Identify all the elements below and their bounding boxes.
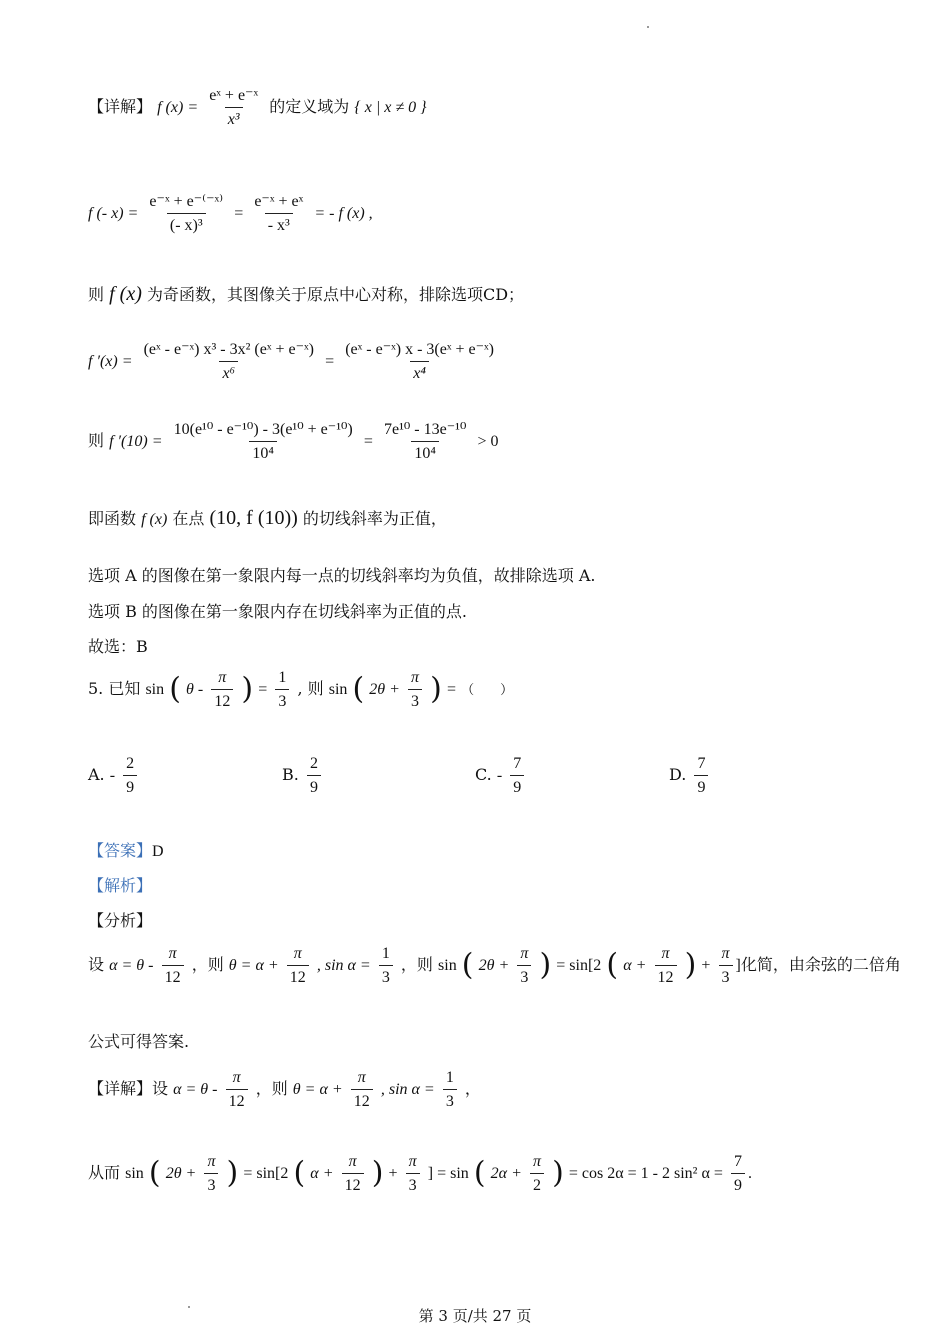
option-c-num: 7 xyxy=(513,755,522,772)
twelve: 12 xyxy=(342,1173,364,1195)
fenxi-label: 【分析】 xyxy=(88,911,153,930)
final-eq-2: = cos 2α = 1 - 2 sin² α = xyxy=(568,1165,723,1183)
fenxi-pi-3 xyxy=(517,944,531,987)
domain-text: 的定义域为 xyxy=(269,97,350,117)
odd-conclusion-line xyxy=(88,282,524,306)
pi-symbol: π xyxy=(520,945,529,962)
pi-symbol: π xyxy=(532,1153,541,1170)
three: 3 xyxy=(719,965,733,987)
d10-fraction-1 xyxy=(171,420,356,463)
odd-equation: f (- x) = $\frac{\text{e⁻ˣ + e⁻⁽⁻ˣ⁾}}{\text{(- x)³}}$ = $\frac{\text{e⁻ˣ + eˣ}}{\text{- x³}}$ = - f (x) , xyxy=(88,193,373,235)
option-d-label: D. xyxy=(669,765,687,785)
fx-numerator: eˣ + e⁻ˣ xyxy=(209,87,259,104)
tangent-point: (10, f (10)) xyxy=(209,507,298,529)
pi-symbol: π xyxy=(207,1153,216,1170)
fenxi-alpha-def: α = θ - xyxy=(109,957,154,975)
option-d-num: 7 xyxy=(697,755,706,772)
detail-2-pi-12 xyxy=(226,1068,248,1111)
three: 3 xyxy=(408,689,422,711)
option-c-fraction xyxy=(510,754,524,797)
three: 3 xyxy=(275,689,289,711)
d10-frac1-den: 10⁴ xyxy=(249,441,277,463)
neg-f-x: = - f (x) , xyxy=(314,205,373,223)
pi-symbol: π xyxy=(232,1069,241,1086)
fenxi-close: ] xyxy=(735,957,741,975)
final-arg: 2θ + xyxy=(165,1165,197,1183)
fenxi-one-third xyxy=(379,944,393,987)
odd-frac1-den: (- x)³ xyxy=(167,213,206,235)
deriv-frac2-den: x⁴ xyxy=(410,361,429,383)
twelve: 12 xyxy=(162,965,184,987)
option-d-fraction xyxy=(694,754,708,797)
fenxi-sin: sin xyxy=(438,957,457,975)
deriv-frac1-num: (eˣ - e⁻ˣ) x³ - 3x² (eˣ + e⁻ˣ) xyxy=(143,341,314,358)
fx-fraction xyxy=(206,86,261,129)
deriv-fraction-2 xyxy=(342,340,497,383)
detail-1-line xyxy=(88,86,427,129)
detail-2-sin-alpha: , sin α = xyxy=(380,1081,435,1099)
final-dot: . xyxy=(747,1165,752,1183)
one: 1 xyxy=(278,669,287,686)
d10-frac2-den: 10⁴ xyxy=(411,441,439,463)
option-a-analysis: 选项 A 的图像在第一象限内每一点的切线斜率均为负值，故排除选项 A. xyxy=(88,566,596,585)
pi-symbol: π xyxy=(293,945,302,962)
option-c-sign: - xyxy=(496,767,503,785)
answer-label: 【答案】 xyxy=(88,841,153,860)
pi-symbol: π xyxy=(661,945,670,962)
q5-sin-2: sin xyxy=(328,681,348,699)
fenxi-pi-3b xyxy=(719,944,733,987)
twelve: 12 xyxy=(655,965,677,987)
final-pi-2 xyxy=(530,1152,544,1195)
derivative-equation: f ′(x) = $\frac{\text{(eˣ - e⁻ˣ) x³ - 3x² (eˣ + e⁻ˣ)}}{\text{x⁶}}$ = $\frac{\text{(eˣ - e⁻ˣ) x - 3(eˣ + e⁻ˣ)}}{\text{x⁴}}$ xyxy=(88,340,500,383)
pi-symbol: π xyxy=(721,945,730,962)
pi-symbol: π xyxy=(168,945,177,962)
nine: 9 xyxy=(731,1173,745,1195)
tangent-text-1: 即函数 xyxy=(88,509,137,528)
option-c-label: C. xyxy=(475,765,492,785)
option-a-sign: - xyxy=(109,767,116,785)
detail-2-comma: ， xyxy=(464,1079,481,1099)
detail-2-one-third xyxy=(443,1068,457,1111)
pi-symbol: π xyxy=(348,1153,357,1170)
q5-arg-2: 2θ + xyxy=(369,681,400,699)
twelve: 12 xyxy=(287,965,309,987)
option-b-fraction xyxy=(307,754,321,797)
fenxi-pi-12 xyxy=(162,944,184,987)
odd-fraction-1 xyxy=(146,192,226,235)
two: 2 xyxy=(530,1173,544,1195)
fenxi-then-2: ，则 xyxy=(400,955,433,975)
answer-line xyxy=(88,841,164,861)
seven: 7 xyxy=(733,1153,742,1170)
option-d xyxy=(669,754,711,797)
option-c xyxy=(475,754,527,797)
scan-mark-top xyxy=(647,26,649,28)
final-pi-12 xyxy=(342,1152,364,1195)
option-b-label: B. xyxy=(282,765,299,785)
option-a-label: A. xyxy=(88,765,105,785)
final-pi-3 xyxy=(204,1152,218,1195)
deriv-fraction-1 xyxy=(141,340,317,383)
greater-than-zero: > 0 xyxy=(477,433,499,451)
q5-arg-1: θ - xyxy=(186,681,204,699)
odd-frac2-den: - x³ xyxy=(265,213,293,235)
fenxi-tail: 化简，由余弦的二倍角 xyxy=(740,955,901,975)
one: 1 xyxy=(381,945,390,962)
detail-2-then: ，则 xyxy=(255,1079,288,1099)
fenxi-theta-def: θ = α + xyxy=(228,957,279,975)
d10-frac1-num: 10(e¹⁰ - e⁻¹⁰) - 3(e¹⁰ + e⁻¹⁰) xyxy=(173,421,353,438)
q5-one-third xyxy=(275,668,289,711)
three: 3 xyxy=(204,1173,218,1195)
tangent-line xyxy=(88,506,447,530)
three: 3 xyxy=(379,965,393,987)
final-alpha-plus: α + xyxy=(310,1165,334,1183)
fx-inline: f (x) xyxy=(109,283,142,305)
odd-frac1-num: e⁻ˣ + e⁻⁽⁻ˣ⁾ xyxy=(149,193,224,210)
q5-number: 5. 已知 xyxy=(88,679,141,699)
odd-frac2-num: e⁻ˣ + eˣ xyxy=(254,193,304,210)
option-b-num: 2 xyxy=(309,755,318,772)
option-b-den: 9 xyxy=(307,775,321,797)
option-c-den: 9 xyxy=(510,775,524,797)
choose-line: 故选：B xyxy=(88,637,148,656)
q5-then: , 则 xyxy=(297,679,324,699)
q5-blank: （ ） xyxy=(461,683,514,699)
fenxi-she: 设 xyxy=(88,955,105,975)
detail-2-line xyxy=(88,1068,481,1111)
three: 3 xyxy=(443,1089,457,1111)
deriv-frac1-den: x⁶ xyxy=(219,361,238,383)
q5-equals-2: = xyxy=(446,681,456,699)
twelve: 12 xyxy=(226,1089,248,1111)
fenxi-then: ，则 xyxy=(191,955,224,975)
final-pi-3b xyxy=(406,1152,420,1195)
fx-denominator: x³ xyxy=(225,107,243,129)
question-5: 5. 已知 sin ( θ - $\frac{\pi}{12}$ ) = $\frac{1}{3}$ , 则 sin ( 2θ + $\frac{\pi}{3}$ ) = （ ） xyxy=(88,669,514,711)
twelve: 12 xyxy=(211,689,233,711)
final-arg-2: 2α + xyxy=(490,1165,522,1183)
derivative-at-10: 则 f ′(10) = $\frac{\text{10(e¹⁰ - e⁻¹⁰) - 3(e¹⁰ + e⁻¹⁰)}}{\text{10⁴}}$ = $\frac{\text{7e¹⁰ - 13e⁻¹⁰}}{\text{10⁴}}$ > 0 xyxy=(88,421,499,463)
three: 3 xyxy=(517,965,531,987)
then-word-2: 则 xyxy=(88,431,105,451)
detail-2-label: 【详解】设 xyxy=(88,1079,169,1099)
final-seven-ninths xyxy=(731,1152,745,1195)
analysis-label: 【解析】 xyxy=(88,876,153,895)
d10-fraction-2 xyxy=(381,420,469,463)
detail-label: 【详解】 xyxy=(88,97,153,117)
option-b-analysis: 选项 B 的图像在第一象限内存在切线斜率为正值的点. xyxy=(88,602,468,621)
final-sin: sin xyxy=(125,1165,144,1183)
page-footer: 第 3 页/共 27 页 xyxy=(418,1307,532,1325)
fenxi-pi-12c xyxy=(655,944,677,987)
fx-symbol: f (x) = xyxy=(157,99,199,117)
fenxi-eq-sin: = sin[2 xyxy=(556,957,602,975)
final-plus: + xyxy=(388,1165,398,1183)
pi-symbol: π xyxy=(218,669,227,686)
pi-symbol: π xyxy=(411,669,420,686)
final-close: ] = sin xyxy=(427,1165,469,1183)
tangent-fx: f (x) xyxy=(141,511,168,528)
fenxi-line-2: 公式可得答案. xyxy=(88,1032,190,1051)
detail-2-pi-12b xyxy=(351,1068,373,1111)
then-word: 则 xyxy=(88,285,105,304)
detail-2-alpha-def: α = θ - xyxy=(173,1081,218,1099)
answer-value: D xyxy=(152,843,164,860)
tangent-text-3: 的切线斜率为正值， xyxy=(302,509,447,528)
fenxi-arg: 2θ + xyxy=(478,957,510,975)
tangent-text-2: 在点 xyxy=(172,509,205,528)
fprime-x: f ′(x) = xyxy=(88,353,133,371)
final-prefix: 从而 xyxy=(88,1163,121,1183)
domain-set: { x | x ≠ 0 } xyxy=(354,99,427,117)
q5-sin-1: sin xyxy=(145,681,165,699)
pi-symbol: π xyxy=(408,1153,417,1170)
pi-symbol: π xyxy=(357,1069,366,1086)
f-neg-x: f (- x) = xyxy=(88,205,139,223)
d10-frac2-num: 7e¹⁰ - 13e⁻¹⁰ xyxy=(383,421,467,438)
one: 1 xyxy=(445,1069,454,1086)
fenxi-plus: + xyxy=(701,957,711,975)
q5-equals: = xyxy=(258,681,268,699)
fenxi-sin-alpha: , sin α = xyxy=(316,957,371,975)
q5-pi-over-12 xyxy=(211,668,233,711)
option-a-num: 2 xyxy=(126,755,135,772)
odd-fraction-2 xyxy=(251,192,306,235)
option-d-den: 9 xyxy=(694,775,708,797)
final-eq-1: = sin[2 xyxy=(243,1165,289,1183)
fenxi-pi-12b xyxy=(287,944,309,987)
fenxi-alpha-plus: α + xyxy=(623,957,647,975)
q5-pi-over-3 xyxy=(408,668,422,711)
twelve: 12 xyxy=(351,1089,373,1111)
odd-conclusion-text: 为奇函数，其图像关于原点中心对称，排除选项CD； xyxy=(146,285,525,304)
option-a-fraction xyxy=(123,754,137,797)
deriv-frac2-num: (eˣ - e⁻ˣ) x - 3(eˣ + e⁻ˣ) xyxy=(345,341,494,358)
final-derivation: 从而 sin ( 2θ + $\frac{\pi}{3}$ ) = sin[2 ( α + $\frac{\pi}{12}$ ) + $\frac{\pi}{3}$ ] = sin ( 2α + $\frac{\pi}{2}$ ) = cos 2α = 1 - 2 sin² α = $\frac{7}{9}$ . xyxy=(88,1153,752,1195)
three: 3 xyxy=(406,1173,420,1195)
detail-2-theta-def: θ = α + xyxy=(292,1081,343,1099)
option-a-den: 9 xyxy=(123,775,137,797)
fenxi-formula-line: 设 α = θ - $\frac{\pi}{12}$ ，则 θ = α + $\frac{\pi}{12}$ , sin α = $\frac{1}{3}$ ，则 sin ( 2θ + $\frac{\pi}{3}$ ) = sin[2 ( α + $\frac{\pi}{12}$ ) + $\frac{\pi}{3}$ ]化简，由余弦的二倍角 xyxy=(88,945,901,987)
fprime-10: f ′(10) = xyxy=(109,433,163,451)
option-a xyxy=(88,754,140,797)
option-b xyxy=(282,754,324,797)
